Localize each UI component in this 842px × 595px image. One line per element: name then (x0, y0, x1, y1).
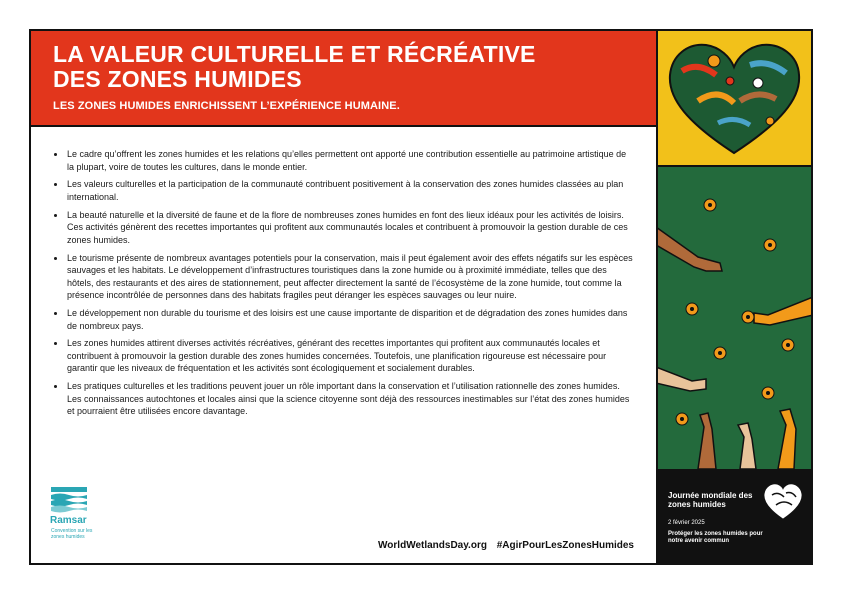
hashtag: #AgirPourLesZonesHumides (496, 540, 634, 551)
ramsar-waves-icon (49, 487, 99, 517)
bullet-item: Le développement non durable du tourisme et des loisirs est une cause importante de disparition et de dégradation des zones humides dans de nombreux pays. (53, 307, 635, 332)
content-panel (31, 31, 656, 563)
page-subtitle: LES ZONES HUMIDES ENRICHISSENT L’EXPÉRIENCE HUMAINE. (53, 100, 400, 112)
badge-title: Journée mondiale des zones humides (668, 491, 753, 509)
page-title (53, 42, 536, 92)
hands-flowers-tile (658, 167, 811, 469)
ramsar-tagline: Convention sur les zones humides (51, 528, 93, 540)
header-banner (31, 31, 656, 127)
bullet-item: Les zones humides attirent diverses activités récréatives, générant des recettes importantes qui profitent aux communautés locales et contribuent à promouvoir la gestion durable des zones humides concernées. Toutefois, une planification rigoureuse est nécessaire pour garantir que les niveaux de fréquentation et les activités sont écologiquement et socialement durables. (53, 337, 635, 375)
hands-flowers-icon (658, 167, 811, 469)
illustration-column (658, 31, 811, 563)
poster-frame (29, 29, 813, 565)
footer-links (371, 540, 634, 551)
bullet-item: Les pratiques culturelles et les traditions peuvent jouer un rôle important dans la conservation et l’utilisation rationnelle des zones humides. Les connaissances autochtones et locales ainsi que la science citoyenne sont déjà des ressources inestimables sur l’état des zones humides et pourraient être utilisées encore davantage. (53, 380, 635, 418)
bullet-item: Les valeurs culturelles et la participation de la communauté contribuent positivement à la conservation des zones humides classées au plan international. (53, 178, 635, 203)
bullet-item: Le cadre qu’offrent les zones humides et les relations qu’elles permettent ont apporté une contribution essentielle au patrimoine artistique de la plupart, voire de toutes les cultures, dans le monde entier. (53, 148, 635, 173)
ramsar-name: Ramsar (50, 515, 87, 526)
heart-illustration-tile (658, 31, 811, 165)
bullet-item: La beauté naturelle et la diversité de faune et de la flore de nombreuses zones humides en font des lieux idéaux pour les activités de loisirs. Ces activités génèrent des recettes importantes qui profitent aux communautés locales et contribuent à promouvoir la gestion durable de ces zones humides. (53, 209, 635, 247)
badge-slogan: Protéger les zones humides pour notre avenir commun (668, 531, 763, 544)
website-link[interactable]: WorldWetlandsDay.org (378, 540, 487, 551)
bullet-list (53, 148, 635, 423)
page-title-line-1: LA VALEUR CULTURELLE ET RÉCRÉATIVE (53, 41, 536, 67)
page-title-line-2: DES ZONES HUMIDES (53, 66, 302, 92)
badge-date: 2 février 2025 (668, 520, 705, 526)
heart-illustration-icon (658, 31, 811, 165)
world-wetlands-day-badge (658, 471, 811, 563)
bullet-item: Le tourisme présente de nombreux avantages potentiels pour la conservation, mais il peut également avoir des effets négatifs sur les espèces sauvages et les habitats. Le développement d’infrastructures touristiques dans la zone humide ou à proximité immédiate, telles que des hôtels, des restaurants et des aires de stationnement, peut affecter directement la santé de l’écosystème de la zone humide, tout comme la présence incontrôlée de personnes dans des habitats fragiles peut déranger les espèces sauvages ou leur nuire. (53, 252, 635, 302)
mini-heart-icon (762, 481, 804, 521)
ramsar-logo (49, 487, 99, 540)
